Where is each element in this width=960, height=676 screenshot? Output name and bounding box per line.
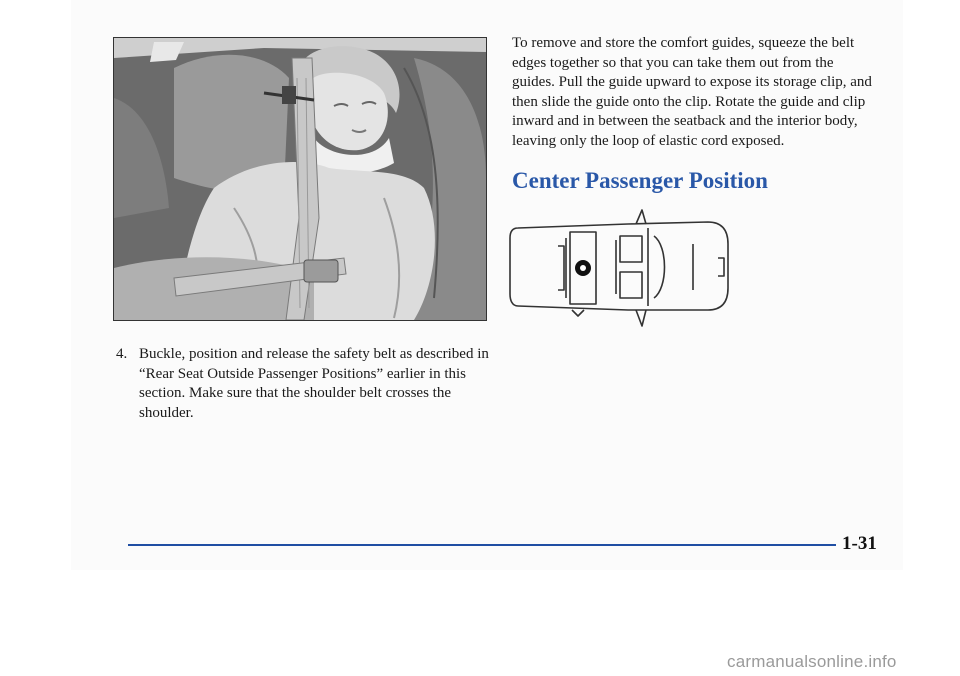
center-seat-vehicle-diagram: [508, 206, 740, 328]
page-number: 1-31: [842, 533, 877, 554]
watermark[interactable]: carmanualsonline.info: [727, 652, 897, 671]
step-number: 4.: [116, 346, 128, 362]
child-safety-belt-illustration: [113, 37, 487, 321]
comfort-guide-paragraph: To remove and store the comfort guides, squeeze the belt edges together so that you can take them out from the guides. Pull the guide upward to expose its storage clip, and then slide the guide onto the clip. Rotate the guide and clip inward and in between the seatback and the interior body, leaving only the loop of elastic cord exposed.: [512, 35, 872, 149]
step-text: Buckle, position and release the safety belt as described in “Rear Seat Outside Passenger Positions” earlier in this section. Make sure that the shoulder belt crosses the shoulder.: [139, 346, 489, 421]
step-4: [116, 345, 496, 423]
child-safety-belt-drawing: [114, 38, 486, 320]
section-heading: Center Passenger Position: [512, 168, 768, 193]
footer-rule: [128, 544, 836, 546]
vehicle-top-view-icon: [508, 206, 740, 328]
